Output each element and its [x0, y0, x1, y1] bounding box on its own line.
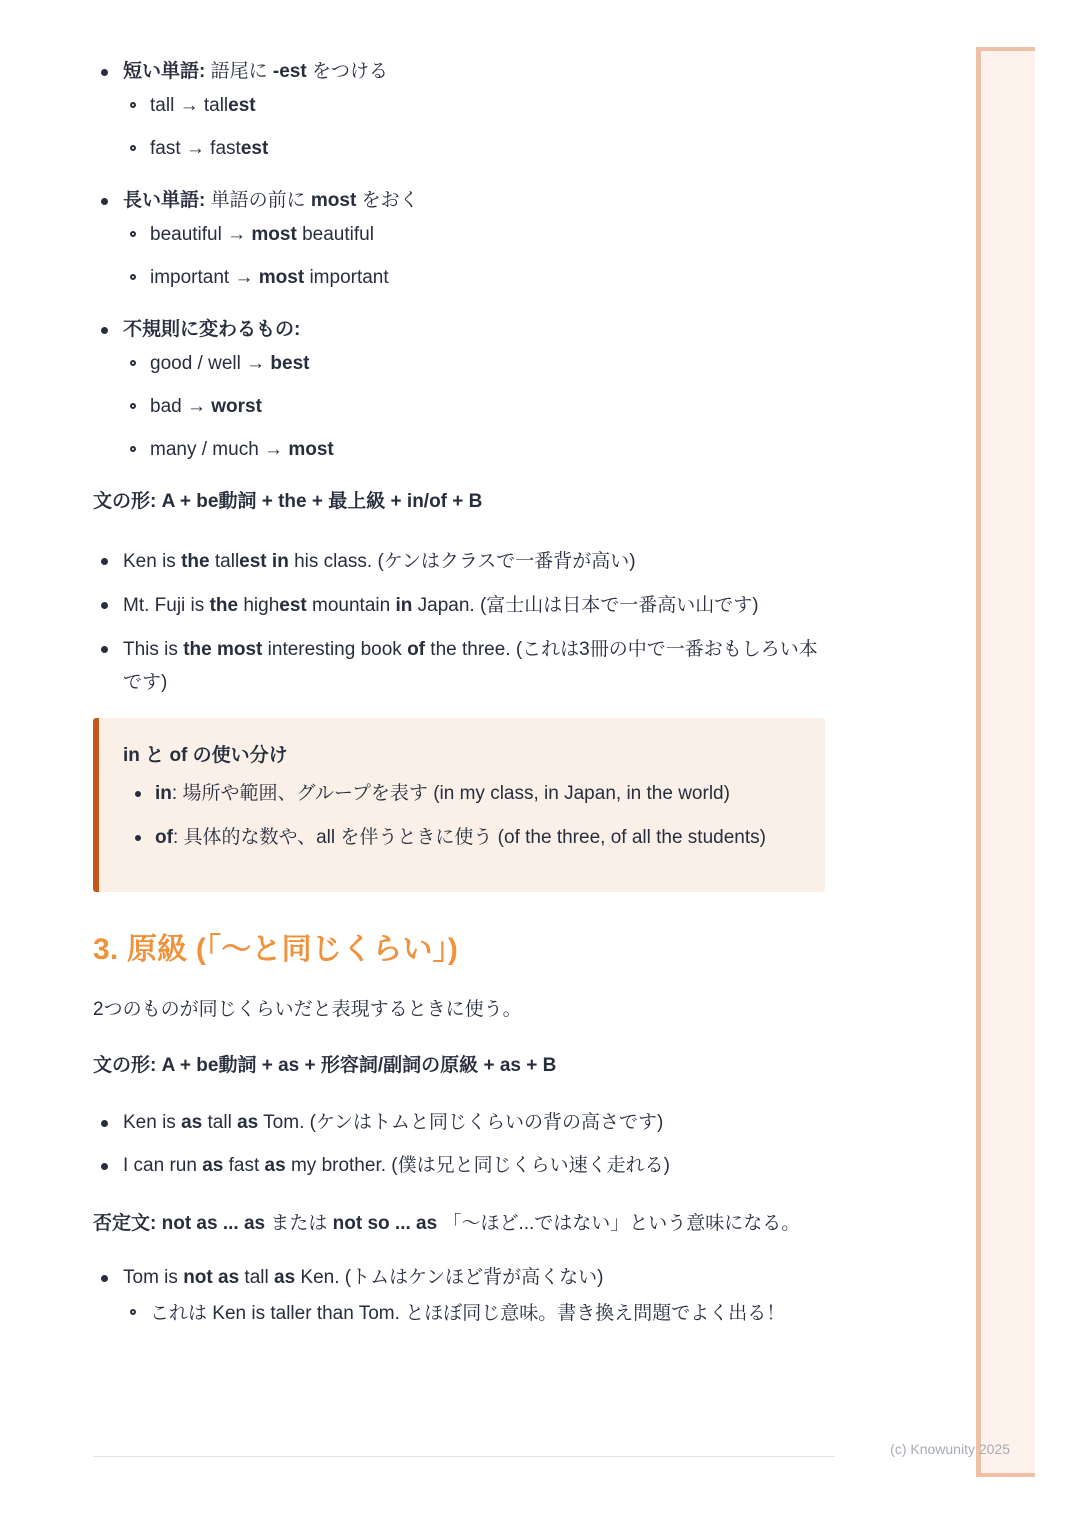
circle-bullet-icon: [130, 360, 136, 366]
bullet-icon: [101, 198, 108, 205]
callout-item: [123, 821, 797, 854]
circle-bullet-icon: [130, 231, 136, 237]
bullet-icon: [135, 835, 141, 841]
rule-group-short-words: [93, 56, 833, 165]
circle-bullet-icon: [130, 446, 136, 452]
example-word: bad → worst: [150, 396, 262, 417]
list-item: [93, 56, 833, 88]
example-word: good / well → best: [150, 353, 310, 374]
bullet-icon: [101, 646, 108, 653]
list-subitem: [130, 90, 833, 122]
copyright-text: (c) Knowunity 2025: [890, 1441, 1010, 1457]
sentence-pattern-positive: 文の形: A + be動詞 + as + 形容詞/副詞の原級 + as + B: [93, 1055, 557, 1076]
negative-example-group: [93, 1262, 833, 1331]
example-sentence: [93, 1150, 833, 1182]
example-sentence: [93, 633, 833, 699]
callout-item: [123, 777, 797, 810]
example-sentence: [93, 1262, 833, 1294]
bullet-icon: [101, 69, 108, 76]
list-subitem: [130, 133, 833, 165]
example-word: beautiful → most beautiful: [150, 224, 374, 245]
list-subitem: [130, 219, 833, 251]
example-text: Tom is not as tall as Ken. (トムはケンほど背が高くない): [123, 1267, 604, 1288]
footer-divider: [93, 1456, 835, 1457]
bullet-icon: [135, 791, 141, 797]
list-subitem: [130, 1297, 833, 1331]
bullet-icon: [101, 1275, 108, 1282]
list-item: [93, 185, 833, 217]
circle-bullet-icon: [130, 145, 136, 151]
callout-title: in と of の使い分け: [123, 745, 288, 766]
example-word: many / much → most: [150, 439, 334, 460]
list-subitem: [130, 348, 833, 380]
list-subitem: [130, 391, 833, 423]
bullet-icon: [101, 1163, 108, 1170]
section-intro: 2つのものが同じくらいだと表現するときに使う。: [93, 999, 522, 1020]
rule-text: 長い単語: 単語の前に most をおく: [123, 190, 419, 211]
circle-bullet-icon: [130, 403, 136, 409]
list-subitem: [130, 434, 833, 466]
circle-bullet-icon: [130, 274, 136, 280]
bullet-icon: [101, 327, 108, 334]
rule-text: 短い単語: 語尾に -est をつける: [123, 61, 388, 82]
example-text: I can run as fast as my brother. (僕は兄と同じくらい速く走れる): [123, 1155, 670, 1176]
example-sentence: [93, 1107, 833, 1139]
example-sentence: [93, 545, 833, 578]
list-item: [93, 314, 833, 346]
section-heading: 3. 原級 (「〜と同じくらい」): [93, 933, 459, 966]
example-text: Ken is the tallest in his class. (ケンはクラスで一番背が高い): [123, 551, 636, 572]
example-text: Mt. Fuji is the highest mountain in Japan. (富士山は日本で一番高い山です): [123, 595, 759, 616]
bullet-icon: [101, 1120, 108, 1127]
negative-form-note: 否定文: not as ... as または not so ... as 「〜ほど...ではない」という意味になる。: [93, 1213, 801, 1234]
circle-bullet-icon: [130, 1309, 136, 1315]
bullet-icon: [101, 558, 108, 565]
rule-group-irregular: [93, 314, 833, 466]
positive-examples: [93, 1107, 833, 1182]
example-word: tall → tallest: [150, 95, 256, 116]
example-text: Ken is as tall as Tom. (ケンはトムと同じくらいの背の高さです): [123, 1112, 664, 1133]
circle-bullet-icon: [130, 102, 136, 108]
callout-text: in: 場所や範囲、グループを表す (in my class, in Japan, in the world): [155, 783, 730, 804]
example-text: This is the most interesting book of the three. (これは3冊の中で一番おもしろい本です): [123, 639, 818, 693]
example-word: fast → fastest: [150, 138, 269, 159]
list-subitem: [130, 262, 833, 294]
callout-text: of: 具体的な数や、all を伴うときに使う (of the three, of all the students): [155, 827, 766, 848]
document-content: [93, 56, 833, 1331]
example-word: important → most important: [150, 267, 389, 288]
superlative-examples: [93, 545, 833, 699]
superlative-rules-section: [93, 56, 833, 466]
rewrite-note: これは Ken is taller than Tom. とほぼ同じ意味。書き換え問題でよく出る！: [150, 1303, 786, 1324]
in-of-callout-box: [93, 718, 825, 892]
decorative-side-stripe: [976, 47, 1035, 1477]
rule-group-long-words: [93, 185, 833, 294]
rule-text: 不規則に変わるもの:: [123, 319, 301, 340]
sentence-pattern-superlative: 文の形: A + be動詞 + the + 最上級 + in/of + B: [93, 491, 483, 512]
example-sentence: [93, 589, 833, 622]
bullet-icon: [101, 602, 108, 609]
